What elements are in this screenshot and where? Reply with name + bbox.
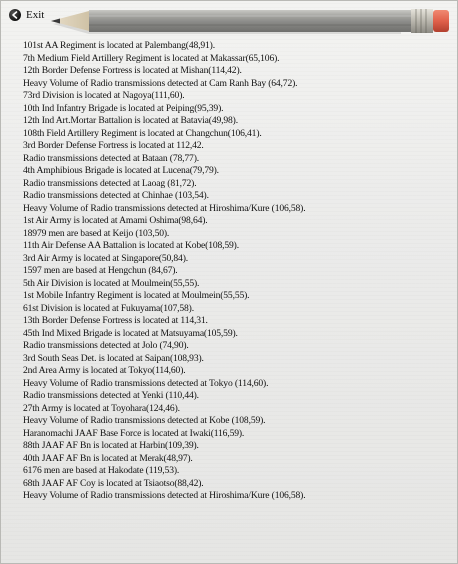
log-entry: Radio transmissions detected at Yenki (110,44).: [23, 390, 199, 401]
log-entry: 11th Air Defense AA Battalion is located at Kobe(108,59).: [23, 240, 239, 251]
log-entry: 12th Ind Art.Mortar Battalion is located at Batavia(49,98).: [23, 115, 238, 126]
log-entry: 88th JAAF AF Bn is located at Harbin(109,39).: [23, 440, 199, 451]
log-entry: 1st Mobile Infantry Regiment is located at Moulmein(55,55).: [23, 290, 250, 301]
pencil-icon: [51, 1, 451, 41]
log-entry: Heavy Volume of Radio transmissions detected at Hiroshima/Kure (106,58).: [23, 490, 306, 501]
log-entry: Heavy Volume of Radio transmissions detected at Kobe (108,59).: [23, 415, 266, 426]
log-entry: 18979 men are based at Keijo (103,50).: [23, 227, 170, 239]
log-entry: Radio transmissions detected at Chinhae (103,54).: [23, 190, 209, 201]
log-entry: 27th Army is located at Toyohara(124,46).: [23, 402, 180, 414]
log-entry: 45th Ind Mixed Brigade is located at Matsuyama(105,59).: [23, 327, 238, 339]
message-log: [23, 40, 451, 503]
log-entry: Radio transmissions detected at Jolo (74,90).: [23, 340, 189, 351]
log-entry: 61st Division is located at Fukuyama(107,58).: [23, 302, 194, 314]
exit-label: Exit: [26, 9, 45, 21]
log-entry: 108th Field Artillery Regiment is located at Changchun(106,41).: [23, 127, 262, 139]
log-entry: Radio transmissions detected at Laoag (81,72).: [23, 177, 197, 189]
log-entry: 101st AA Regiment is located at Palembang(48,91).: [23, 40, 215, 51]
log-entry: 73rd Division is located at Nagoya(111,60).: [23, 90, 185, 101]
log-entry: 13th Border Defense Fortress is located at 114,31.: [23, 315, 208, 326]
log-entry: Heavy Volume of Radio transmissions detected at Cam Ranh Bay (64,72).: [23, 77, 298, 89]
log-entry: 40th JAAF AF Bn is located at Merak(48,97).: [23, 452, 193, 464]
log-entry: 2nd Area Army is located at Tokyo(114,60).: [23, 365, 186, 376]
log-entry: 1st Air Army is located at Amami Oshima(98,64).: [23, 215, 208, 226]
log-entry: Heavy Volume of Radio transmissions detected at Tokyo (114,60).: [23, 377, 269, 389]
log-entry: 5th Air Division is located at Moulmein(55,55).: [23, 277, 200, 289]
log-entry: 68th JAAF AF Coy is located at Tsiaotso(88,42).: [23, 477, 204, 489]
log-entry: 3rd South Seas Det. is located at Saipan(108,93).: [23, 352, 204, 364]
log-entry: 3rd Air Army is located at Singapore(50,84).: [23, 252, 188, 264]
log-entry: Heavy Volume of Radio transmissions detected at Hiroshima/Kure (106,58).: [23, 202, 306, 214]
log-entry: 7th Medium Field Artillery Regiment is located at Makassar(65,106).: [23, 52, 280, 64]
log-entry: 3rd Border Defense Fortress is located at 112,42.: [23, 140, 204, 151]
log-entry: 4th Amphibious Brigade is located at Lucena(79,79).: [23, 165, 219, 176]
log-entry: 6176 men are based at Hakodate (119,53).: [23, 465, 180, 476]
log-entry: 12th Border Defense Fortress is located at Mishan(114,42).: [23, 65, 242, 76]
log-entry: 10th Ind Infantry Brigade is located at Peiping(95,39).: [23, 102, 224, 114]
exit-button[interactable]: [9, 8, 44, 22]
log-entry: Haranomachi JAAF Base Force is located at Iwaki(116,59).: [23, 427, 245, 439]
log-entry: 1597 men are based at Hengchun (84,67).: [23, 265, 178, 276]
back-arrow-circle-icon: [9, 9, 21, 21]
log-entry: Radio transmissions detected at Bataan (78,77).: [23, 152, 199, 164]
